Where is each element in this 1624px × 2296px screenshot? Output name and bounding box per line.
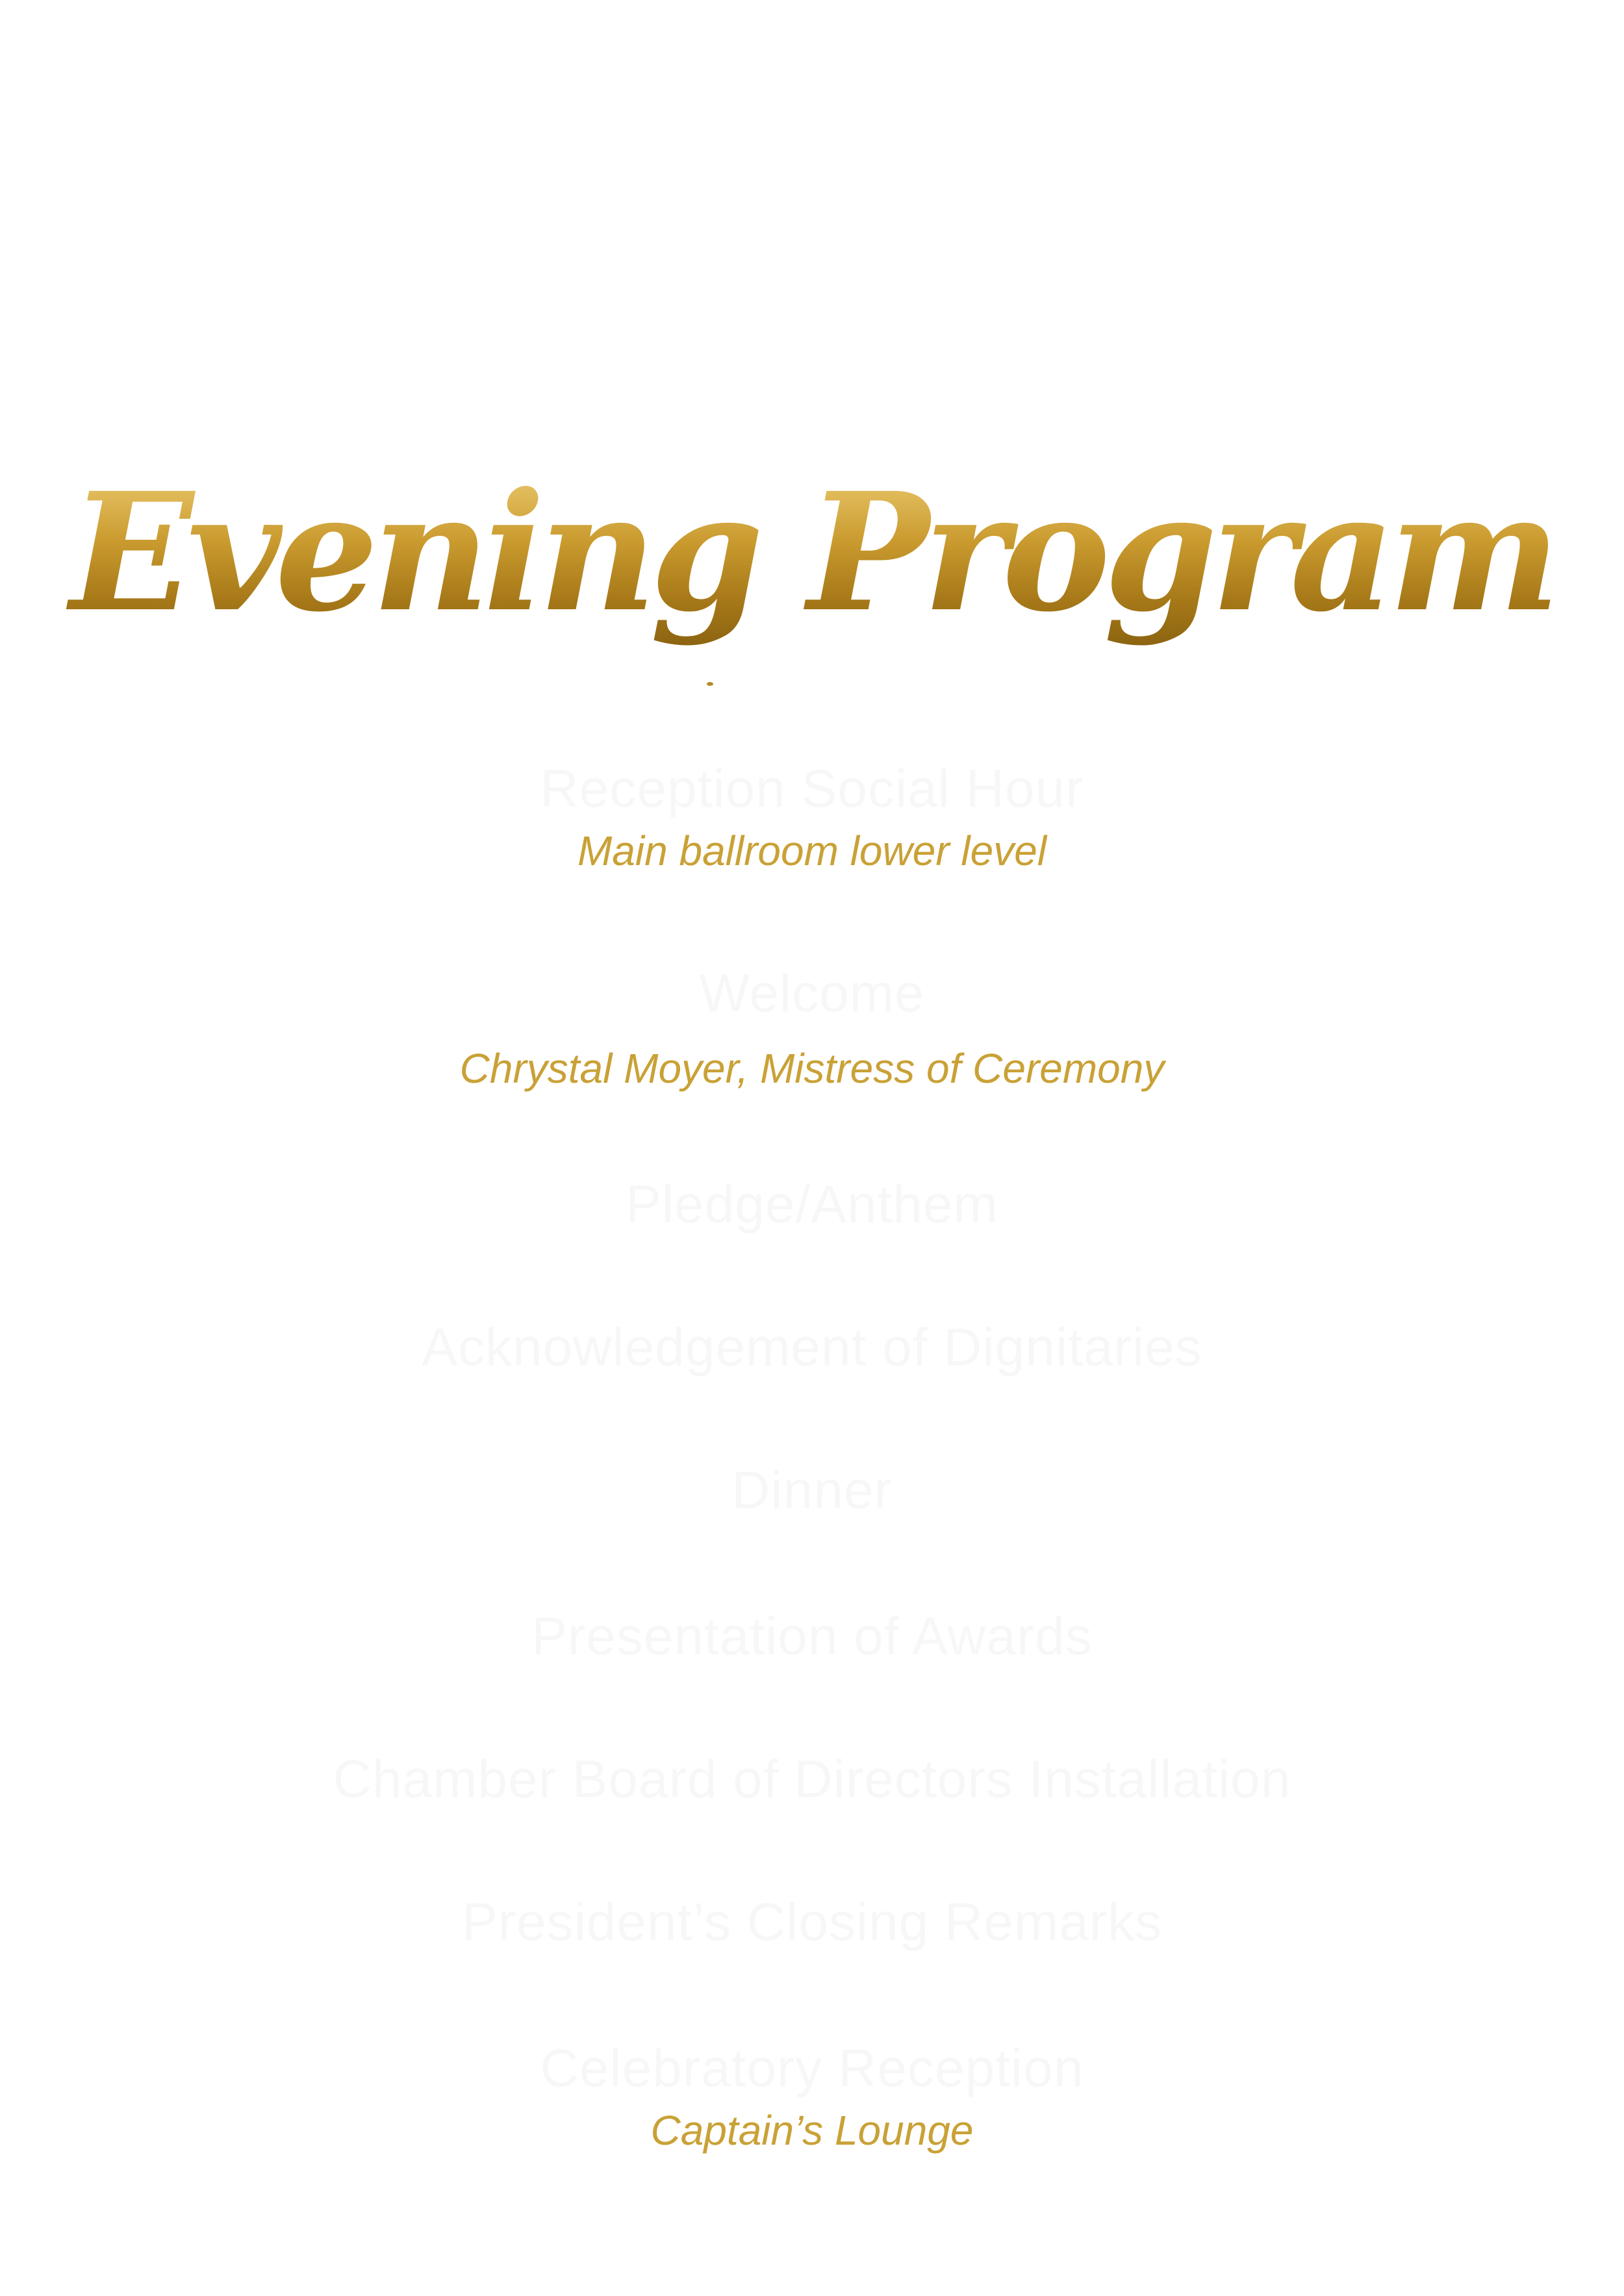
program-item-pledge-anthem xyxy=(0,1172,1624,1237)
program-item-title: Presentation of Awards xyxy=(531,1607,1093,1666)
program-item-acknowledgement xyxy=(0,1315,1624,1380)
program-item-celebratory-reception xyxy=(0,2036,1624,2160)
page-title: Evening Program xyxy=(0,455,1624,650)
program-item-host: Chrystal Moyer, Mistress of Ceremony xyxy=(459,1045,1165,1092)
program-item-title: Reception Social Hour xyxy=(540,759,1084,818)
program-item-title: Celebratory Reception xyxy=(540,2039,1084,2098)
program-item-presentation-of-awards xyxy=(0,1604,1624,1669)
program-item-title: Dinner xyxy=(731,1461,893,1520)
program-item-location: Captain’s Lounge xyxy=(650,2107,974,2154)
program-item-title: Pledge/Anthem xyxy=(626,1175,998,1234)
decorative-dot xyxy=(707,682,713,686)
program-item-closing-remarks xyxy=(0,1890,1624,1955)
program-item-title: President’s Closing Remarks xyxy=(461,1893,1163,1952)
program-item-title: Chamber Board of Directors Installation xyxy=(333,1750,1291,1809)
program-item-dinner xyxy=(0,1458,1624,1523)
program-item-location: Main ballroom lower level xyxy=(577,827,1047,874)
program-item-reception-social-hour xyxy=(0,757,1624,880)
program-item-title: Welcome xyxy=(699,964,925,1023)
program-item-board-installation xyxy=(0,1747,1624,1812)
program-item-title: Acknowledgement of Dignitaries xyxy=(422,1318,1202,1377)
program-item-welcome xyxy=(0,961,1624,1098)
